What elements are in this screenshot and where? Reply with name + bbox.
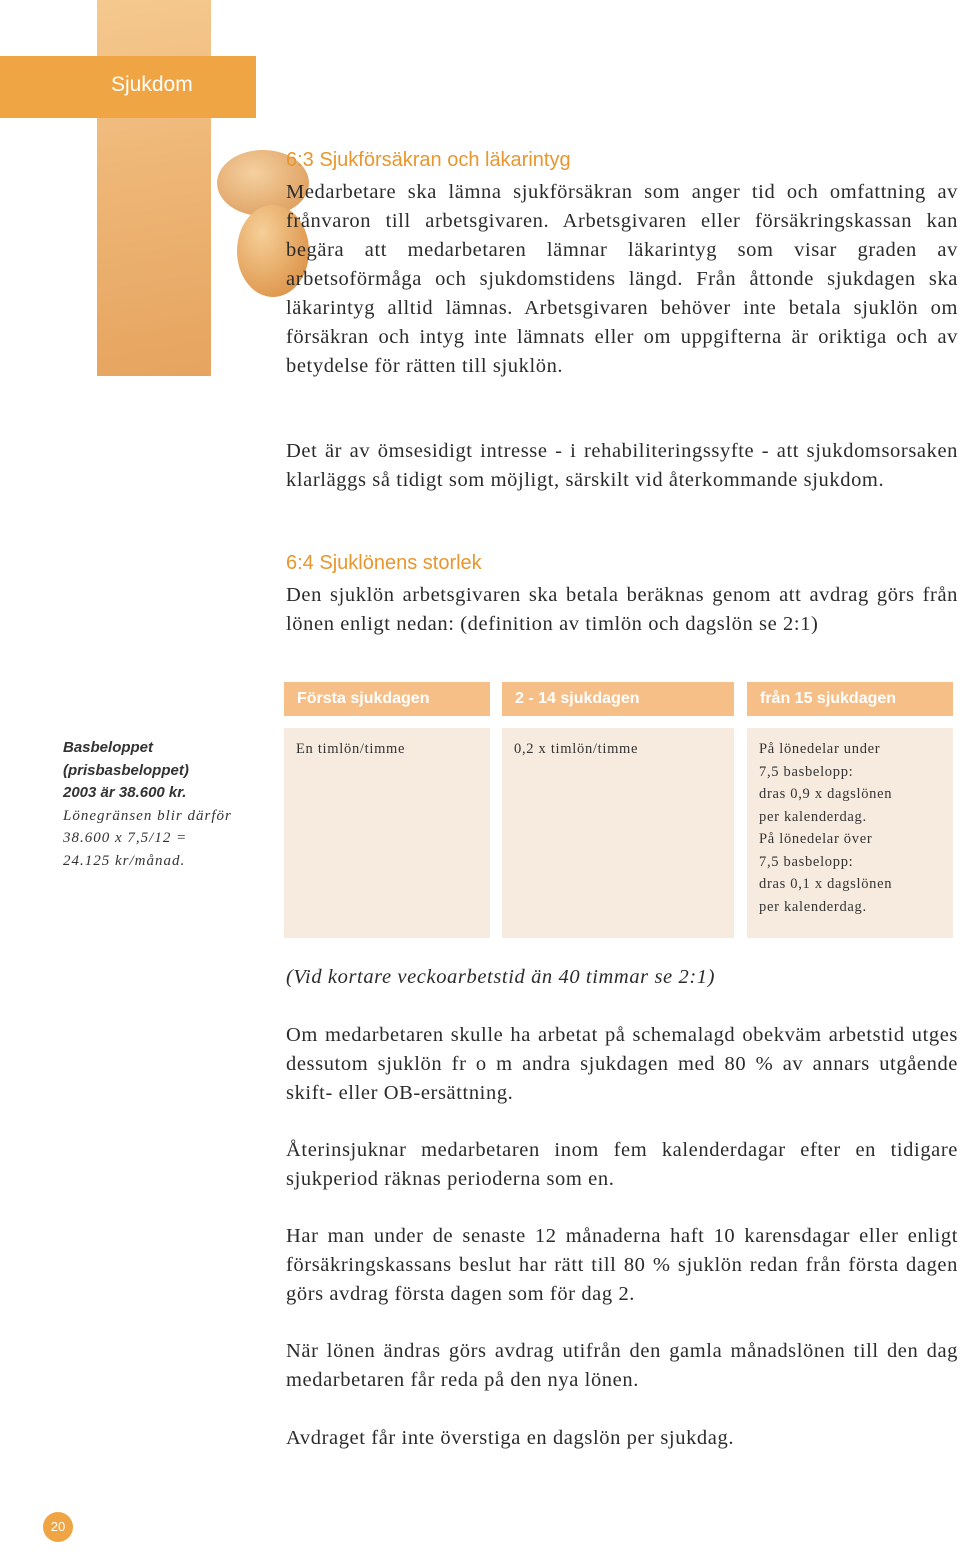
table-cell-day-15 — [747, 728, 953, 938]
table-header-first-day: Första sjukdagen — [284, 682, 490, 716]
paragraph: Om medarbetaren skulle ha arbetat på schemalagd obekväm arbetstid utges dessutom sjuklön fr o m andra sjukdagen med 80 % av annars utgående skift- eller OB-ersättning. — [286, 1024, 958, 1104]
cell-line: dras 0,1 x dagslönen — [759, 876, 893, 892]
cell-line: 7,5 basbelopp: — [759, 763, 854, 780]
section-tab-label: Sjukdom — [111, 73, 193, 96]
cell-line: per kalenderdag. — [759, 898, 867, 915]
sidenote-line: Lönegränsen blir därför — [63, 807, 232, 824]
paragraph: Avdraget får inte överstiga en dagslön per sjukdag. — [286, 1427, 735, 1449]
page-number: 20 — [43, 1512, 73, 1542]
paragraph: Har man under de senaste 12 månaderna haft 10 karensdagar eller enligt försäkringskassans beslut har rätt till 80 % sjuklön redan från första dagen görs avdrag första dagen som för dag 2. — [286, 1225, 958, 1305]
note: (Vid kortare veckoarbetstid än 40 timmar se 2:1) — [286, 966, 716, 988]
paragraph: Den sjuklön arbetsgivaren ska betala beräknas genom att avdrag görs från lönen enligt nedan: (definition av timlön och dagslön se 2:1) — [286, 584, 958, 635]
sidenote-line: (prisbasbeloppet) — [63, 761, 189, 779]
paragraph: Återinsjuknar medarbetaren inom fem kalenderdagar efter en tidigare sjukperiod räknas perioderna som en. — [286, 1139, 958, 1190]
cell-line: På lönedelar under — [759, 741, 881, 757]
sidenote-line: 2003 är 38.600 kr. — [63, 784, 187, 801]
cell-line: dras 0,9 x dagslönen — [759, 786, 893, 802]
paragraph: När lönen ändras görs avdrag utifrån den gamla månadslönen till den dag medarbetaren får reda på den nya lönen. — [286, 1340, 958, 1391]
sidenote — [63, 737, 273, 872]
table-cell-first-day: En timlön/timme — [284, 728, 490, 938]
table-header-days-2-14: 2 - 14 sjukdagen — [502, 682, 734, 716]
cell-line: 7,5 basbelopp: — [759, 853, 854, 870]
table-header-day-15: från 15 sjukdagen — [747, 682, 953, 716]
sidenote-line: 38.600 x 7,5/12 = — [63, 830, 188, 846]
paragraph: Det är av ömsesidigt intresse - i rehabiliteringssyfte - att sjukdomsorsaken klarläggs så tidigt som möjligt, särskilt vid återkommande sjukdom. — [286, 440, 958, 491]
paragraph: Medarbetare ska lämna sjukförsäkran som anger tid och omfattning av frånvaron till arbetsgivaren. Arbetsgivaren eller försäkringskassan kan begära att medarbetaren lämnar läkarintyg som visar graden av arbetsoförmåga och sjukdomstidens längd. Från åttonde sjukdagen ska läkarintyg alltid lämnas. Arbetsgivaren behöver inte betala sjuklön om försäkran och intyg inte lämnats eller om uppgifterna är oriktiga och av betydelse för rätten till sjuklön. — [286, 181, 958, 377]
sidenote-line: 24.125 kr/månad. — [63, 852, 186, 869]
cell-line: per kalenderdag. — [759, 808, 867, 825]
cell-line: På lönedelar över — [759, 831, 873, 847]
sidenote-line: Basbeloppet — [63, 739, 154, 756]
section-heading-6-3: 6:3 Sjukförsäkran och läkarintyg — [286, 149, 571, 171]
section-heading-6-4: 6:4 Sjuklönens storlek — [286, 552, 482, 574]
table-cell-days-2-14: 0,2 x timlön/timme — [502, 728, 734, 938]
